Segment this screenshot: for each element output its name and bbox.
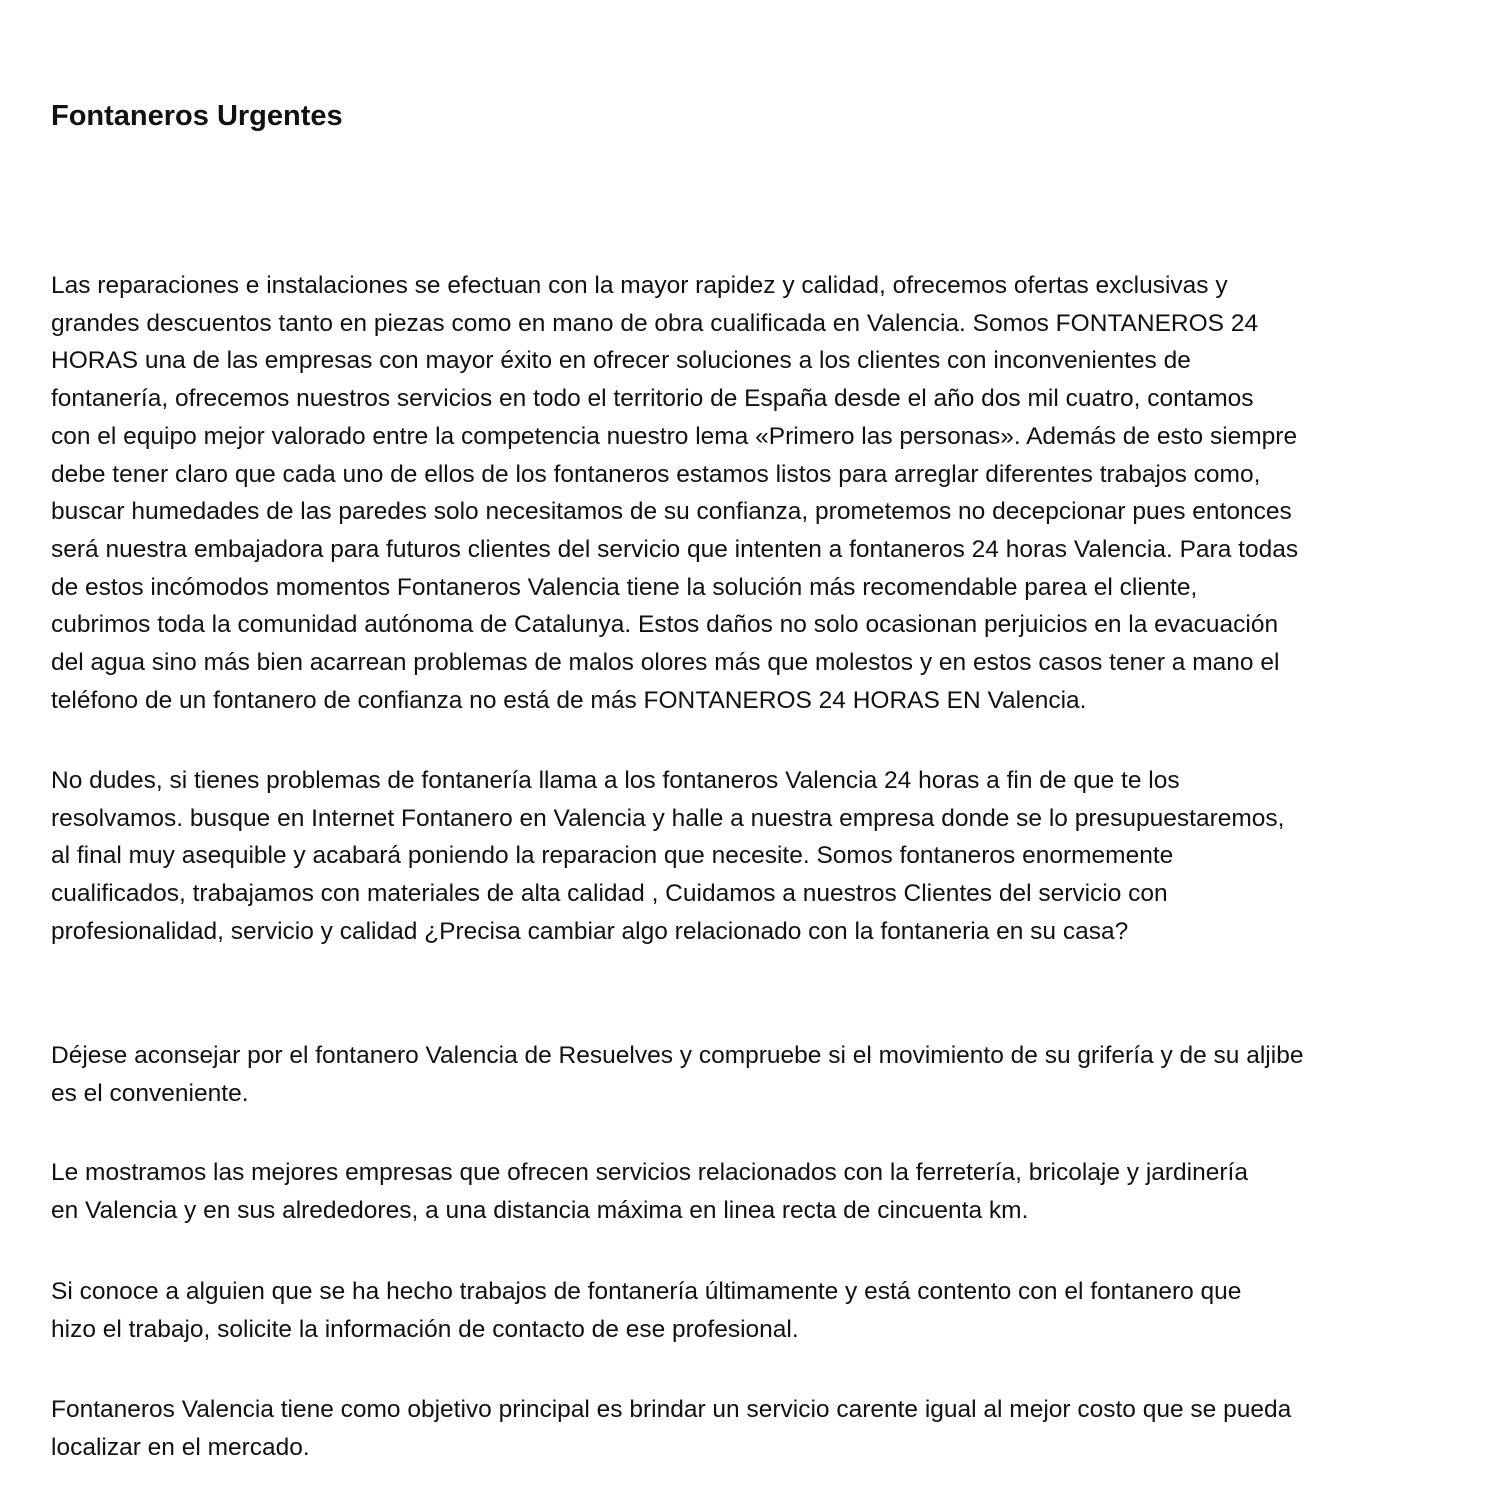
- text-line: teléfono de un fontanero de confianza no está de más FONTANEROS 24 HORAS EN Valencia.: [51, 686, 1087, 714]
- text-line: es el conveniente.: [51, 1079, 249, 1107]
- paragraph-5: [51, 1273, 1241, 1348]
- text-line: con el equipo mejor valorado entre la competencia nuestro lema «Primero las personas». Además de esto siempre: [51, 422, 1298, 450]
- paragraph-1: [51, 267, 1298, 719]
- text-line: cualificados, trabajamos con materiales de alta calidad , Cuidamos a nuestros Clientes del servicio con: [51, 880, 1168, 908]
- text-line: Déjese aconsejar por el fontanero Valencia de Resuelves y compruebe si el movimiento de su grifería y de su aljibe: [51, 1042, 1304, 1069]
- text-line: de estos incómodos momentos Fontaneros Valencia tiene la solución más recomendable parea el cliente,: [51, 573, 1198, 601]
- text-line: localizar en el mercado.: [51, 1433, 310, 1461]
- text-line: Si conoce a alguien que se ha hecho trabajos de fontanería últimamente y está contento con el fontanero que: [51, 1278, 1242, 1305]
- text-line: Le mostramos las mejores empresas que ofrecen servicios relacionados con la ferretería, bricolaje y jardinería: [51, 1159, 1248, 1186]
- text-line: Fontaneros Valencia tiene como objetivo principal es brindar un servicio carente igual al mejor costo que se pueda: [51, 1396, 1292, 1423]
- text-line: al final muy asequible y acabará poniendo la reparacion que necesite. Somos fontaneros enormemente: [51, 842, 1174, 870]
- text-line: hizo el trabajo, solicite la información de contacto de ese profesional.: [51, 1315, 799, 1343]
- text-line: Las reparaciones e instalaciones se efectuan con la mayor rapidez y calidad, ofrecemos ofertas exclusivas y: [51, 272, 1228, 299]
- text-line: fontanería, ofrecemos nuestros servicios en todo el territorio de España desde el año dos mil cuatro, contamos: [51, 385, 1254, 413]
- text-line: grandes descuentos tanto en piezas como en mano de obra cualificada en Valencia. Somos FONTANEROS 24: [51, 309, 1259, 337]
- text-line: cubrimos toda la comunidad autónoma de Catalunya. Estos daños no solo ocasionan perjuicios en la evacuación: [51, 611, 1279, 639]
- paragraph-6: [51, 1391, 1291, 1466]
- text-line: debe tener claro que cada uno de ellos de los fontaneros estamos listos para arreglar diferentes trabajos como,: [51, 460, 1261, 488]
- text-line: del agua sino más bien acarrean problemas de malos olores más que molestos y en estos casos tener a mano el: [51, 649, 1280, 677]
- page-title: Fontaneros Urgentes: [51, 100, 343, 132]
- text-line: profesionalidad, servicio y calidad ¿Precisa cambiar algo relacionado con la fontaneria en su casa?: [51, 917, 1129, 945]
- paragraph-2: [51, 762, 1284, 951]
- text-line: buscar humedades de las paredes solo necesitamos de su confianza, prometemos no decepcionar pues entonces: [51, 498, 1292, 526]
- paragraph-3: [51, 1037, 1303, 1112]
- text-line: HORAS una de las empresas con mayor éxito en ofrecer soluciones a los clientes con inconvenientes de: [51, 347, 1191, 375]
- text-line: será nuestra embajadora para futuros clientes del servicio que intenten a fontaneros 24 horas Valencia. Para todas: [51, 535, 1299, 563]
- text-line: No dudes, si tienes problemas de fontanería llama a los fontaneros Valencia 24 horas a fin de que te los: [51, 767, 1180, 794]
- text-line: resolvamos. busque en Internet Fontanero en Valencia y halle a nuestra empresa donde se lo presupuestaremos,: [51, 804, 1285, 832]
- paragraph-4: [51, 1154, 1248, 1229]
- text-line: en Valencia y en sus alrededores, a una distancia máxima en linea recta de cincuenta km.: [51, 1196, 1029, 1224]
